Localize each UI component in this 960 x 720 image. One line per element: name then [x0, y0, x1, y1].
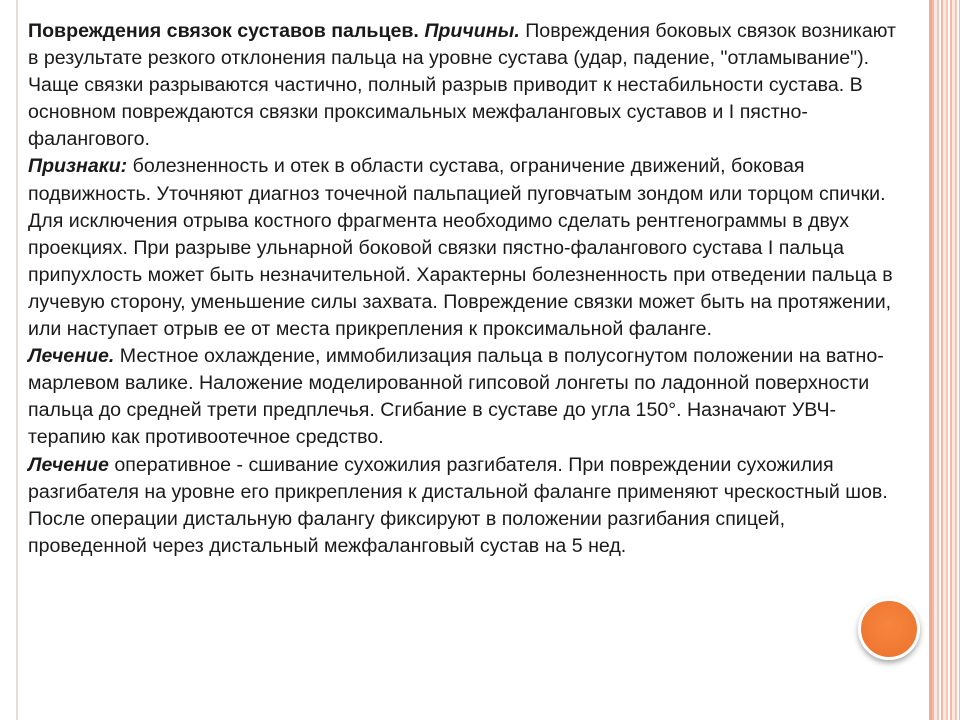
label-treatment: Лечение. — [28, 345, 115, 368]
text-treatment: Местное охлаждение, иммобилизация пальца в полусогнутом положении на ватно-марлевом валике. Наложение моделированной гипсовой лонгеты по ладонной поверхности пальца до средней трети предплечья. Сгибание в суставе до угла 150°. Назначают УВЧ-терапию как противоотечное средство. — [28, 345, 884, 449]
text-signs: болезненность и отек в области сустава, ограничение движений, боковая подвижность. Уточняют диагноз точечной пальпацией пуговчатым зондом или торцом спички. Для исключения отрыва костного фрагмента необходимо сделать рентгенограммы в двух проекциях. При разрыве ульнарной боковой связки пястно-фалангового сустава I пальца припухлость может быть незначительной. Характерны болезненность при отведении пальца в лучевую сторону, уменьшение силы захвата. Повреждение связки может быть на протяжении, или наступает отрыв ее от места прикрепления к проксимальной фаланге. — [28, 155, 893, 341]
slide-body — [28, 18, 908, 560]
text-causes: Повреждения боковых связок возникают в результате резкого отклонения пальца на уровне сустава (удар, падение, "отламывание"). Чаще связки разрываются частично, полный разрыв приводит к нестабильности сустава. В основном повреждаются связки проксимальных межфаланговых суставов и I пястно-фалангового. — [28, 20, 896, 151]
label-causes: Причины. — [424, 20, 520, 42]
orange-circle-decoration — [858, 598, 920, 660]
left-divider — [16, 0, 18, 720]
label-surgical-treatment: Лечение — [28, 453, 109, 476]
text-surgical-treatment: оперативное - сшивание сухожилия разгибателя. При повреждении сухожилия разгибателя на уровне его прикрепления к дистальной фаланге применяют чрескостный шов. После операции дистальную фалангу фиксируют в положении разгибания спицей, проведенной через дистальный межфаланговый сустав на 5 нед. — [28, 453, 888, 557]
decorative-stripes — [929, 0, 960, 720]
paragraph-surgical-treatment — [28, 452, 908, 560]
paragraph-signs — [28, 153, 908, 343]
paragraph-causes — [28, 18, 908, 153]
paragraph-treatment — [28, 343, 908, 451]
label-signs: Признаки: — [28, 155, 128, 178]
slide-heading: Повреждения связок суставов пальцев. — [28, 20, 419, 42]
